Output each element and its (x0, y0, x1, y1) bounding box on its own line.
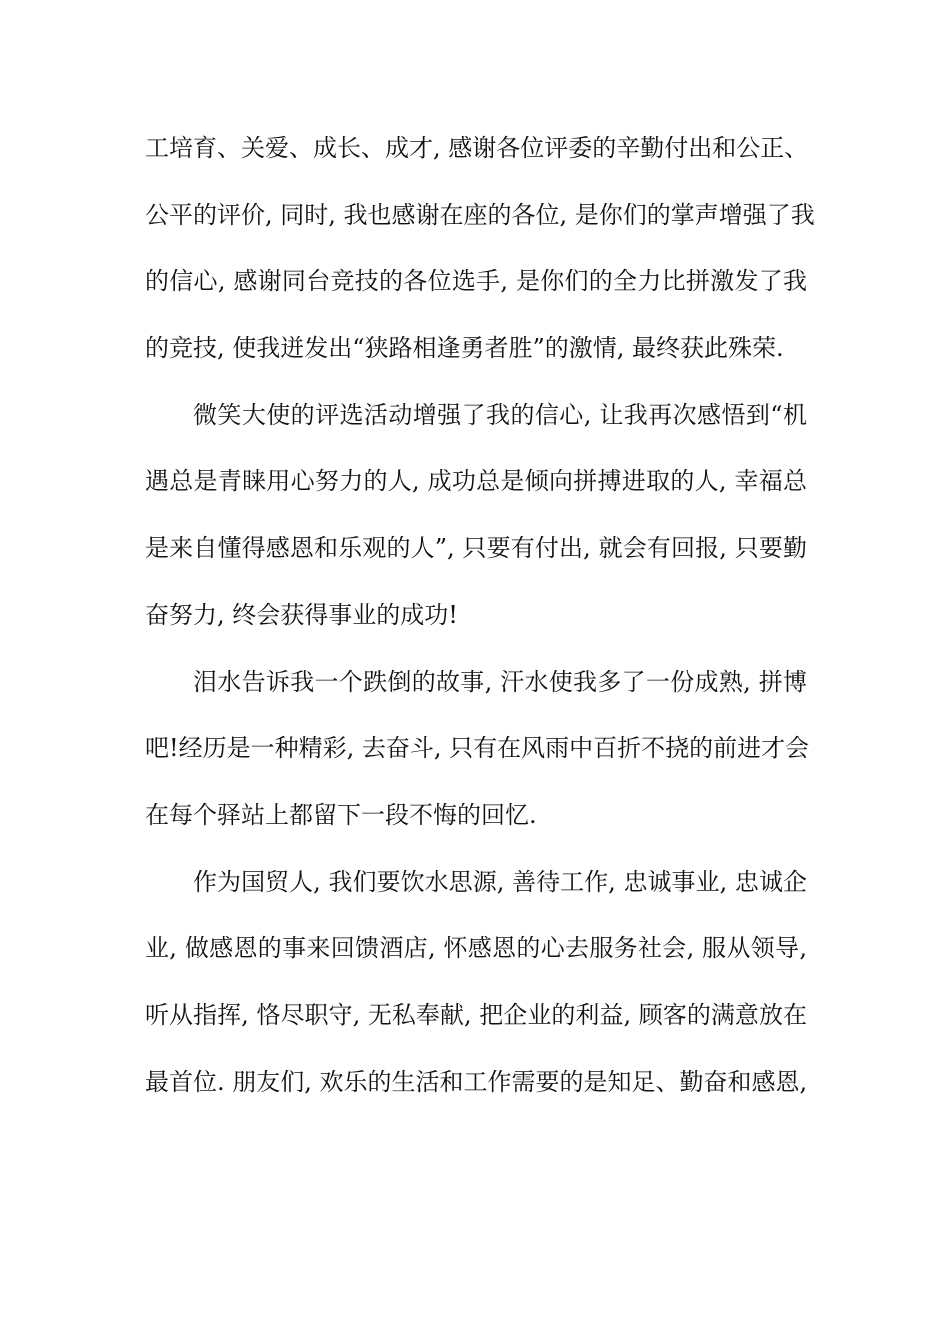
text-line: 公平的评价, 同时, 我也感谢在座的各位, 是你们的掌声增强了我 (145, 200, 815, 229)
text-line: 作为国贸人, 我们要饮水思源, 善待工作, 忠诚事业, 忠诚企 (193, 867, 807, 896)
text-line: 在每个驿站上都留下一段不悔的回忆. (145, 800, 537, 829)
document-body (145, 115, 815, 1115)
paragraph-4 (145, 849, 807, 1116)
text-line: 工培育、关爱、成长、成才, 感谢各位评委的辛勤付出和公正、 (145, 134, 809, 162)
text-line: 听从指挥, 恪尽职守, 无私奉献, 把企业的利益, 顾客的满意放在 (145, 1000, 807, 1029)
text-line: 微笑大使的评选活动增强了我的信心, 让我再次感悟到“机 (193, 400, 807, 429)
text-line: 业, 做感恩的事来回馈酒店, 怀感恩的心去服务社会, 服从领导, (145, 934, 807, 963)
text-line: 的信心, 感谢同台竞技的各位选手, 是你们的全力比拼激发了我 (145, 267, 807, 296)
paragraph-1 (145, 115, 815, 382)
text-line: 遇总是青睐用心努力的人, 成功总是倾向拼搏进取的人, 幸福总 (145, 467, 807, 496)
paragraph-3 (145, 649, 810, 849)
text-line: 的竞技, 使我迸发出“狭路相逢勇者胜”的激情, 最终获此殊荣. (145, 334, 784, 363)
text-line: 吧!经历是一种精彩, 去奋斗, 只有在风雨中百折不挠的前进才会 (145, 734, 810, 763)
text-line: 泪水告诉我一个跌倒的故事, 汗水使我多了一份成熟, 拼博 (193, 667, 807, 696)
text-line: 奋努力, 终会获得事业的成功! (145, 600, 458, 629)
text-line: 是来自懂得感恩和乐观的人”, 只要有付出, 就会有回报, 只要勤 (145, 534, 807, 563)
text-line: 最首位. 朋友们, 欢乐的生活和工作需要的是知足、勤奋和感恩, (145, 1067, 808, 1096)
paragraph-2 (145, 382, 807, 649)
